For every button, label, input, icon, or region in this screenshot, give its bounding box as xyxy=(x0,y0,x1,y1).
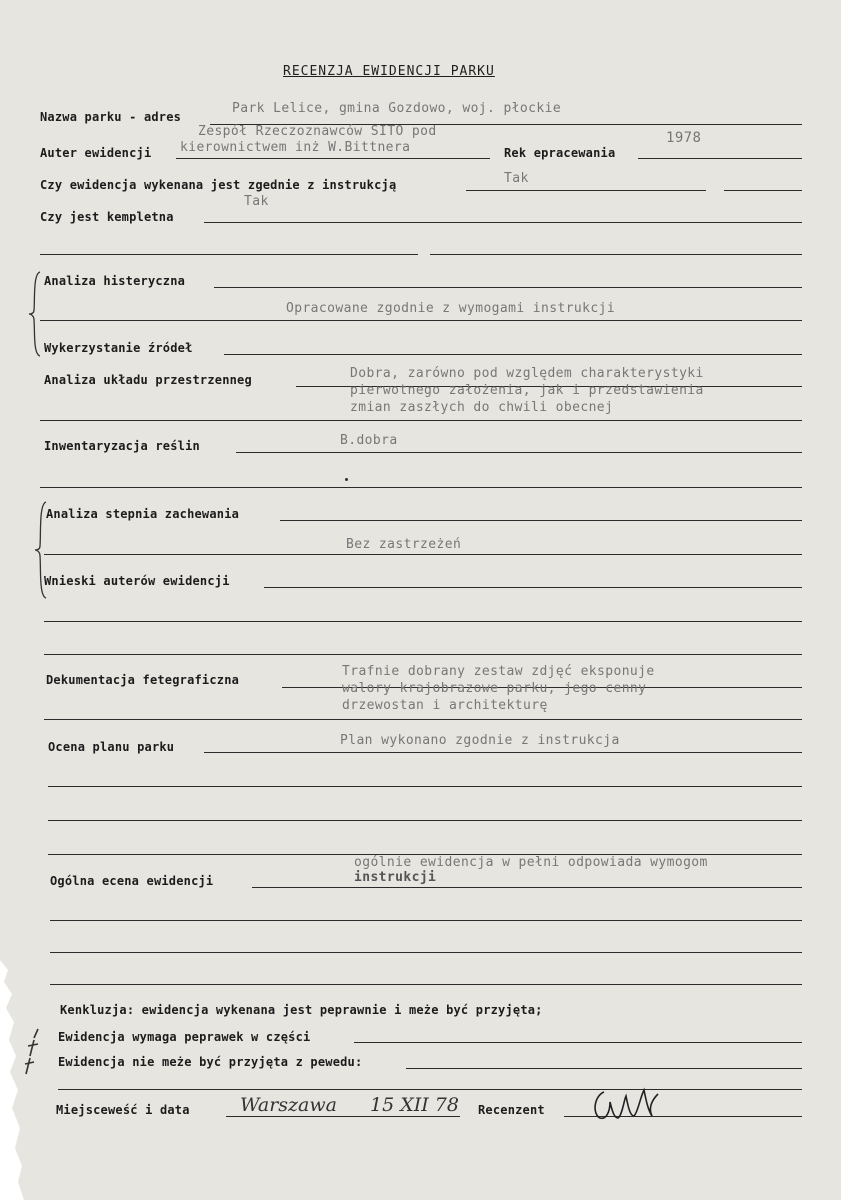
line-zrodla xyxy=(224,354,802,355)
label-ogolna: Ogólna ecena ewidencji xyxy=(50,874,214,888)
signature xyxy=(586,1080,666,1128)
line-dokumentacja-2 xyxy=(44,719,802,720)
line-stopien xyxy=(280,520,802,521)
value-zgodnosc: Tak xyxy=(504,171,529,186)
brace-historyczna xyxy=(28,270,42,358)
value-ogolna-1: ogólnie ewidencja w pełni odpowiada wymogom xyxy=(354,855,708,870)
conclusion-line-3: Ewidencja nie meże być przyjęta z pewedu: xyxy=(58,1055,363,1069)
value-zrodla: Opracowane zgodnie z wymogami instrukcji xyxy=(286,301,616,316)
value-uklad-2: pierwotnego założenia, jak i przedstawienia xyxy=(350,383,704,398)
line-plan-2 xyxy=(48,786,802,787)
label-zgodnosc: Czy ewidencja wykenana jest zgednie z instrukcją xyxy=(40,178,397,192)
line-inwentaryzacja xyxy=(236,452,802,453)
line-conclusion-2 xyxy=(354,1042,802,1043)
value-rok: 1978 xyxy=(666,130,702,146)
value-miejsce: Warszawa xyxy=(240,1094,337,1116)
line-plan xyxy=(204,752,802,753)
line-blank-2 xyxy=(430,254,802,255)
conclusion-line-2: Ewidencja wymaga peprawek w części xyxy=(58,1030,311,1044)
label-dokumentacja: Dekumentacja fetegraficzna xyxy=(46,673,240,687)
line-ogolna-4 xyxy=(50,984,802,985)
value-dokumentacja-2: walory krajobrazowe parku, jego cenny xyxy=(342,681,647,696)
line-wnioski xyxy=(264,587,802,588)
label-analiza-historyczna: Analiza histeryczna xyxy=(44,274,186,288)
label-plan: Ocena planu parku xyxy=(48,740,175,754)
line-rok xyxy=(638,158,802,159)
line-ogolna xyxy=(252,887,802,888)
line-ogolna-2 xyxy=(50,920,802,921)
line-uklad-2 xyxy=(40,420,802,421)
line-conclusion-3 xyxy=(406,1068,802,1069)
conclusion-line-1: Kenkluzja: ewidencja wykenana jest peprawnie i meże być przyjęta; xyxy=(60,1003,543,1017)
label-wnioski: Wnieski auterów ewidencji xyxy=(44,574,230,588)
value-kompletna: Tak xyxy=(244,194,269,209)
label-autor: Auter ewidencji xyxy=(40,146,152,160)
line-kompletna xyxy=(204,222,802,223)
line-plan-3 xyxy=(48,820,802,821)
value-autor-2: kierownictwem inż W.Bittnera xyxy=(180,140,411,155)
line-conclusion-4 xyxy=(58,1089,802,1090)
handwritten-margin-mark xyxy=(20,1026,46,1078)
line-ogolna-3 xyxy=(50,952,802,953)
label-recenzent: Recenzent xyxy=(478,1103,545,1117)
value-inwentaryzacja: B.dobra xyxy=(340,433,398,448)
label-stopien: Analiza stepnia zachewania xyxy=(46,507,240,521)
line-zgodnosc-1 xyxy=(466,190,706,191)
line-wnioski-3 xyxy=(44,654,802,655)
line-blank-1 xyxy=(40,254,418,255)
document-title: RECENZJA EWIDENCJI PARKU xyxy=(283,64,495,79)
line-inwentaryzacja-2 xyxy=(40,487,802,488)
line-stopien-2 xyxy=(44,554,802,555)
value-plan: Plan wykonano zgodnie z instrukcja xyxy=(340,733,620,748)
torn-edge xyxy=(0,960,60,1200)
value-ogolna-2: instrukcji xyxy=(354,870,437,885)
line-miejsce xyxy=(226,1116,460,1117)
line-analiza-historyczna xyxy=(214,287,802,288)
label-miejsce: Miejsceweść i data xyxy=(56,1103,190,1117)
label-zrodla: Wykerzystanie źródeł xyxy=(44,341,193,355)
value-wnioski: Bez zastrzeżeń xyxy=(346,537,462,552)
ink-dot xyxy=(345,478,348,481)
value-dokumentacja-1: Trafnie dobrany zestaw zdjęć eksponuje xyxy=(342,664,655,679)
label-inwentaryzacja: Inwentaryzacja reślin xyxy=(44,439,200,453)
label-rok: Rek epracewania xyxy=(504,146,616,160)
line-zgodnosc-2 xyxy=(724,190,802,191)
line-historyczna-2 xyxy=(40,320,802,321)
value-dokumentacja-3: drzewostan i architekturę xyxy=(342,698,548,713)
line-wnioski-2 xyxy=(44,621,802,622)
label-nazwa-parku: Nazwa parku - adres xyxy=(40,110,182,124)
label-uklad: Analiza układu przestrzenneg xyxy=(44,373,252,387)
value-nazwa-parku: Park Lelice, gmina Gozdowo, woj. płockie xyxy=(232,101,562,116)
line-autor xyxy=(176,158,490,159)
value-uklad-1: Dobra, zarówno pod względem charakterystyki xyxy=(350,366,704,381)
value-uklad-3: zmian zaszłych do chwili obecnej xyxy=(350,400,614,415)
label-kompletna: Czy jest kempletna xyxy=(40,210,174,224)
value-data: 15 XII 78 xyxy=(370,1094,459,1116)
value-autor-1: Zespół Rzeczoznawców SITO pod xyxy=(198,124,437,139)
